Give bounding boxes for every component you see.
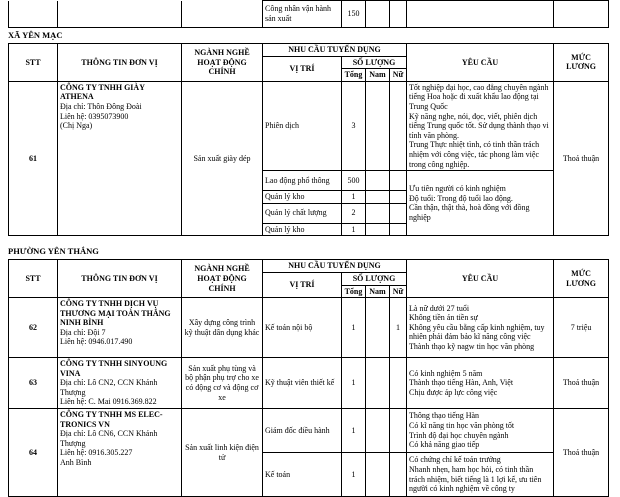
company-name: CÔNG TY TNHH SINYOUNG VINA (60, 359, 168, 378)
job-position: Kỹ thuật viên thiết kế (263, 358, 342, 409)
top-continuation-table (8, 0, 609, 28)
header-female: Nữ (390, 285, 407, 298)
top-position-cell: Công nhân vận hành sản xuất (263, 1, 342, 28)
company-name: CÔNG TY TNHH GIÀY ATHENA (60, 82, 145, 102)
stt-62: 62 (9, 298, 58, 358)
header-industry: NGÀNH NGHỀ HOẠT ĐỘNG CHÍNH (182, 260, 263, 298)
job-male (366, 298, 390, 358)
company-name: CÔNG TY TNHH DỊCH VỤ THƯƠNG MẠI TOÀN THẮNG NINH BÌNH (60, 299, 171, 328)
job-total: 500 (342, 171, 366, 191)
company-contact: Liên hệ: 0946.017.490 (60, 337, 133, 347)
header-stt: STT (9, 260, 58, 298)
header-salary: MỨC LƯƠNG (554, 44, 609, 82)
company-address: Địa chỉ: Thôn Đông Đoài (60, 101, 142, 111)
stt-63: 63 (9, 358, 58, 409)
header-quantity: SỐ LƯỢNG (342, 272, 407, 285)
company-salary: 7 triệu (554, 298, 609, 358)
job-female: 1 (390, 298, 407, 358)
job-total: 1 (342, 358, 366, 409)
company-info-athena (58, 81, 182, 236)
job-position: Quản lý kho (263, 191, 342, 204)
job-total: 1 (342, 409, 366, 453)
job-position: Quản lý chất lượng (263, 203, 342, 223)
job-requirements: Tốt nghiệp đại học, cao đẳng chuyên ngành tiếng Hoa hoặc đi xuất khẩu lao động tại Trung Quốc Kỹ năng nghe, nói, đọc, viết, phiên dịch tiếng Trung quốc tốt. Sử dụng thành thạo vi tính văn phòng. Trung Thực nhiệt tình, có tinh thần trách nhiệm với công việc, tác phong làm việc trong công nghiệp. (407, 81, 554, 170)
job-total: 1 (342, 223, 366, 236)
header-need: NHU CẦU TUYỂN DỤNG (263, 44, 407, 57)
job-position: Kế toán nội bộ (263, 298, 342, 358)
job-female (390, 358, 407, 409)
job-position: Lao động phổ thông (263, 171, 342, 191)
header-requirements: YÊU CẦU (407, 260, 554, 298)
header-male: Nam (366, 69, 390, 82)
company-salary: Thoả thuận (554, 358, 609, 409)
company-info-toan-thang (58, 298, 182, 358)
job-total: 2 (342, 203, 366, 223)
header-position: VỊ TRÍ (263, 56, 342, 81)
company-industry: Sản xuất linh kiện điện tử (182, 409, 263, 497)
job-requirements: Thông thạo tiếng Hàn Có kĩ năng tin học văn phòng tốt Trình độ đại học chuyên ngành Có khả năng giao tiếp (407, 409, 554, 453)
yen-mac-table (8, 43, 609, 236)
job-position: Quản lý kho (263, 223, 342, 236)
company-info-ms-electronics (58, 409, 182, 497)
company-info-sinyoung (58, 358, 182, 409)
header-female: Nữ (390, 69, 407, 82)
header-salary: MỨC LƯƠNG (554, 260, 609, 298)
job-total: 1 (342, 453, 366, 497)
header-position: VỊ TRÍ (263, 272, 342, 297)
job-total: 1 (342, 191, 366, 204)
company-contact: Liên hệ: C. Mai 0916.369.822 (60, 397, 157, 407)
company-industry: Sản xuất phụ tùng và bộ phận phụ trợ cho xe có động cơ và động cơ xe (182, 358, 263, 409)
section-title-yen-mac: XÃ YÊN MẠC (8, 30, 63, 40)
header-unit-info: THÔNG TIN ĐƠN VỊ (58, 260, 182, 298)
header-requirements: YÊU CẦU (407, 44, 554, 82)
job-position: Phiên dịch (263, 81, 342, 170)
job-requirements: Là nữ dưới 27 tuổi Không tiền án tiền sự Không yêu cầu bằng cấp kinh nghiệm, tuy nhiên phải đảm bảo kĩ năng công việc Thành thạo kỹ nagw tin học văn phòng (407, 298, 554, 358)
company-address: Địa chỉ: Đội 7 (60, 327, 106, 337)
top-total-cell: 150 (342, 1, 366, 28)
header-quantity: SỐ LƯỢNG (342, 56, 407, 69)
header-male: Nam (366, 285, 390, 298)
stt-61: 61 (9, 81, 58, 236)
job-total: 3 (342, 81, 366, 170)
header-total: Tổng (342, 285, 366, 298)
job-requirements: Có chứng chỉ kế toán trưởng Nhanh nhẹn, ham học hỏi, có tinh thần trách nhiệm, biết tiếng là 1 lợi kế, ưu tiên người có kinh nghiệm về công ty (407, 453, 554, 497)
section-title-yen-thang: PHƯỜNG YÊN THẮNG (8, 246, 99, 257)
stt-64: 64 (9, 409, 58, 497)
company-industry: Sản xuất giày dép (182, 81, 263, 236)
job-position: Giám đốc điều hành (263, 409, 342, 453)
company-contact-note: Anh Bình (60, 458, 92, 468)
group-requirements: Ưu tiên người có kinh nghiệm Độ tuổi: Trong độ tuổi lao động. Cần thận, thật thà, hoà đồng với đồng nghiệp (407, 171, 554, 236)
job-position: Kế toán (263, 453, 342, 497)
company-salary: Thoả thuận (554, 409, 609, 497)
header-stt: STT (9, 44, 58, 82)
job-male (366, 358, 390, 409)
company-contact: Liên hệ: 0395073900 (60, 111, 129, 121)
company-industry: Xây dựng công trình kỹ thuật dân dụng khác (182, 298, 263, 358)
company-name: CÔNG TY TNHH MS ELEC-TRONICS VN (60, 410, 163, 429)
job-total: 1 (342, 298, 366, 358)
company-contact-note: (Chị Nga) (60, 121, 93, 131)
company-address: Địa chỉ: Lô CN2, CCN Khánh Thượng (60, 378, 158, 397)
header-need: NHU CẦU TUYỂN DỤNG (263, 260, 407, 273)
header-unit-info: THÔNG TIN ĐƠN VỊ (58, 44, 182, 82)
company-contact: Liên hệ: 0916.305.227 (60, 448, 133, 458)
header-industry: NGÀNH NGHỀ HOẠT ĐỘNG CHÍNH (182, 44, 263, 82)
yen-thang-table (8, 259, 609, 497)
company-address: Địa chỉ: Lô CN6, CCN Khánh Thượng (60, 429, 158, 448)
company-salary: Thoả thuận (554, 81, 609, 236)
job-requirements: Có kinh nghiệm 5 năm Thành thạo tiếng Hàn, Anh, Việt Chịu được áp lực công việc (407, 358, 554, 409)
header-total: Tổng (342, 69, 366, 82)
